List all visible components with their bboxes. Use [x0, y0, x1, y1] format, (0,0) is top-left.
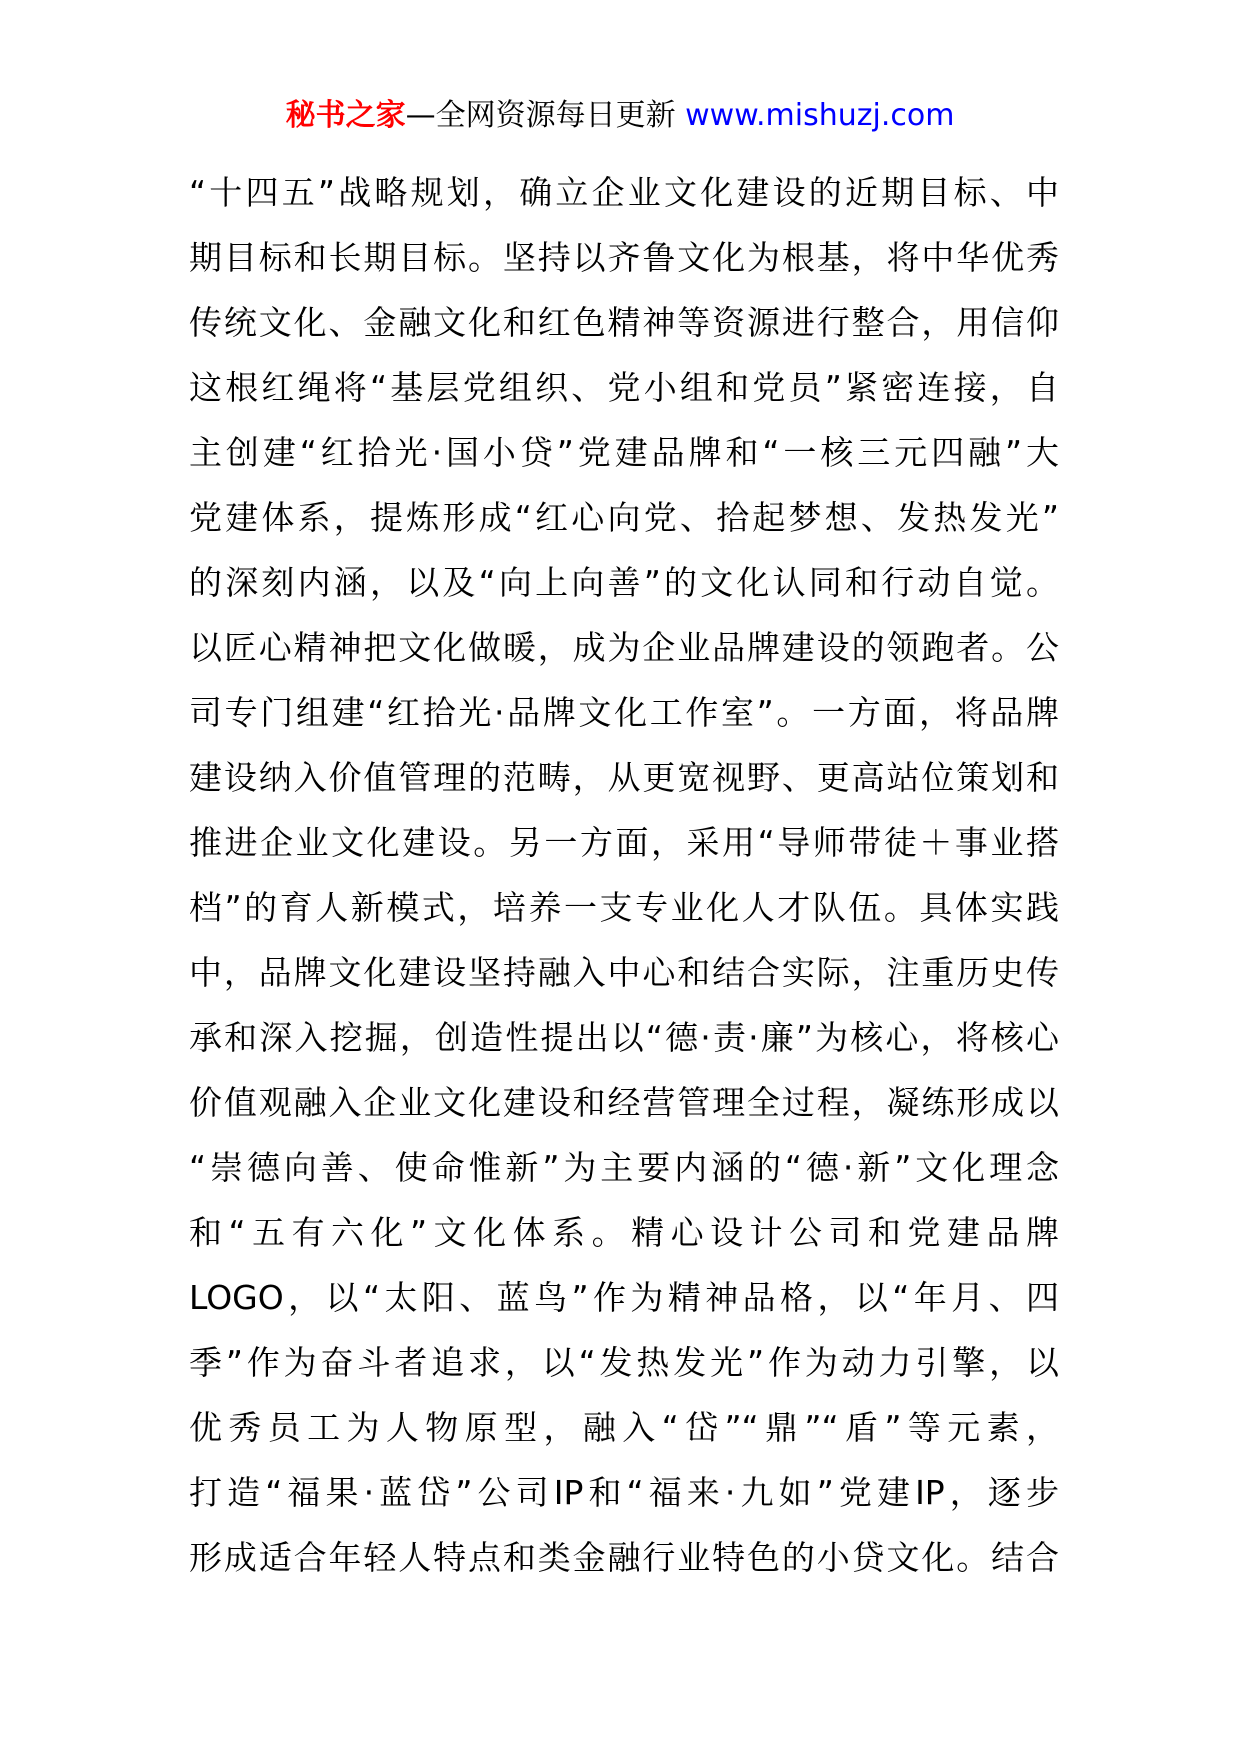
document-header: [0, 96, 1240, 136]
header-slogan: —全网资源每日更新: [405, 98, 686, 133]
text-line: 党建体系，提炼形成“红心向党、拾起梦想、发热发光”: [189, 498, 1059, 537]
text-line: 形成适合年轻人特点和类金融行业特色的小贷文化。结合: [189, 1538, 1059, 1577]
text-line: 以匠心精神把文化做暖，成为企业品牌建设的领跑者。公: [189, 628, 1059, 667]
text-line: “十四五”战略规划，确立企业文化建设的近期目标、中: [189, 173, 1059, 212]
text-line: 推进企业文化建设。另一方面，采用“导师带徒＋事业搭: [189, 823, 1059, 862]
text-line: “崇德向善、使命惟新”为主要内涵的“德·新”文化理念: [189, 1148, 1059, 1187]
website-link[interactable]: www.mishuzj.com: [685, 98, 955, 133]
text-line: 打造“福果·蓝岱”公司IP和“福来·九如”党建IP，逐步: [189, 1473, 1059, 1512]
text-line: 这根红绳将“基层党组织、党小组和党员”紧密连接，自: [189, 368, 1059, 407]
text-line: 承和深入挖掘，创造性提出以“德·责·廉”为核心，将核心: [189, 1018, 1059, 1057]
text-line: 价值观融入企业文化建设和经营管理全过程，凝练形成以: [189, 1083, 1059, 1122]
text-line: 季”作为奋斗者追求，以“发热发光”作为动力引擎，以: [189, 1343, 1059, 1382]
text-line: 优秀员工为人物原型，融入“岱”“鼎”“盾”等元素，: [189, 1408, 1059, 1447]
text-line: 传统文化、金融文化和红色精神等资源进行整合，用信仰: [189, 303, 1059, 342]
brand-name: 秘书之家: [285, 98, 406, 133]
text-line: 的深刻内涵，以及“向上向善”的文化认同和行动自觉。: [189, 563, 1059, 602]
text-line: 主创建“红拾光·国小贷”党建品牌和“一核三元四融”大: [189, 433, 1059, 472]
text-line: 司专门组建“红拾光·品牌文化工作室”。一方面，将品牌: [189, 693, 1059, 732]
text-line: 档”的育人新模式，培养一支专业化人才队伍。具体实践: [189, 888, 1059, 927]
text-line: 建设纳入价值管理的范畴，从更宽视野、更高站位策划和: [189, 758, 1059, 797]
document-body: [189, 160, 1059, 1590]
text-line: LOGO，以“太阳、蓝鸟”作为精神品格，以“年月、四: [189, 1278, 1059, 1317]
text-line: 中，品牌文化建设坚持融入中心和结合实际，注重历史传: [189, 953, 1059, 992]
text-line: 和“五有六化”文化体系。精心设计公司和党建品牌: [189, 1213, 1059, 1252]
text-line: 期目标和长期目标。坚持以齐鲁文化为根基，将中华优秀: [189, 238, 1059, 277]
